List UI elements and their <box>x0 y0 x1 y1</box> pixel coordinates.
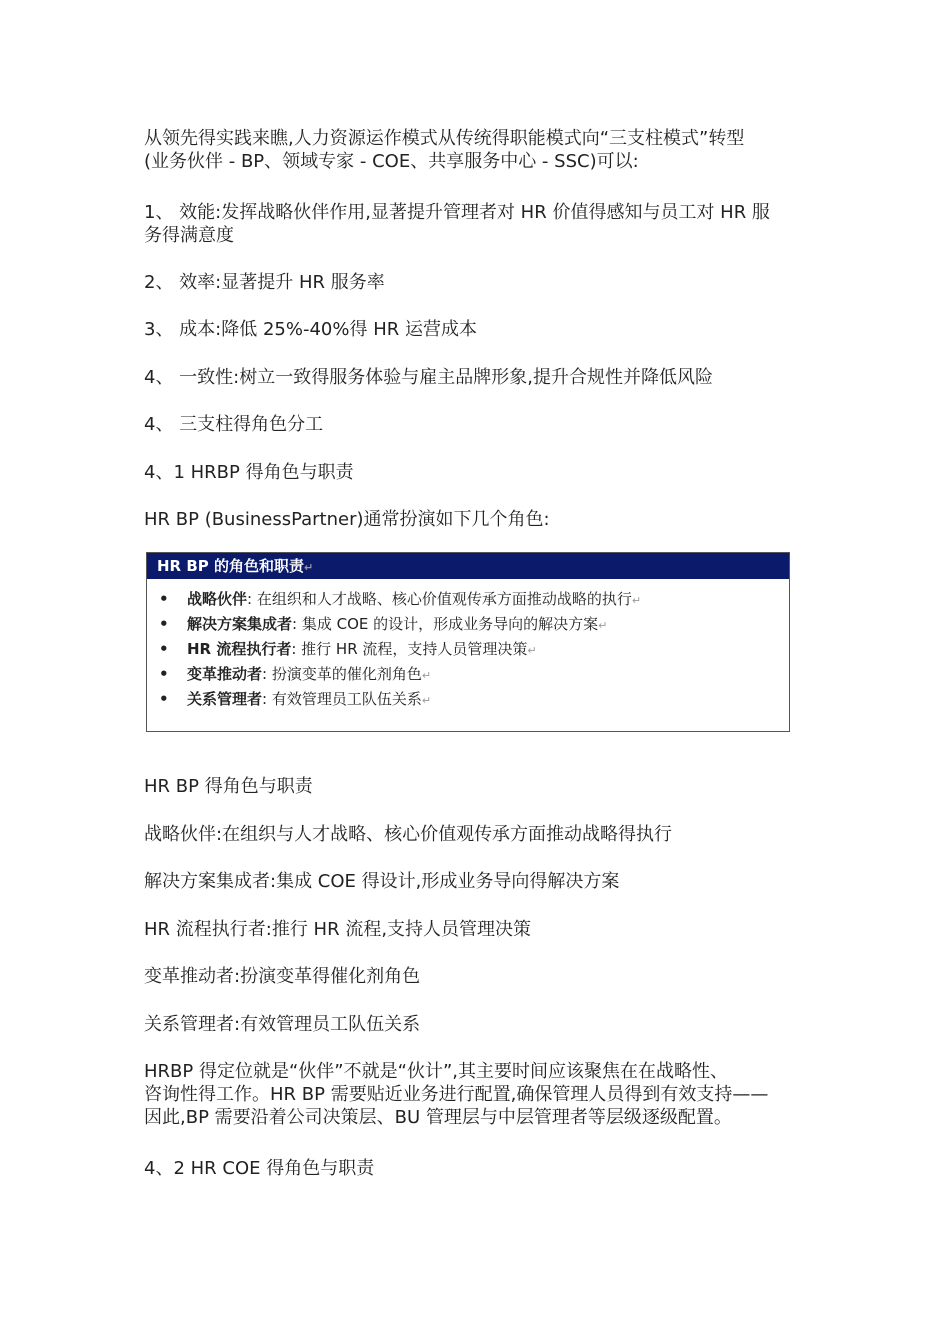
intro-paragraph <box>144 127 809 173</box>
hrbp-intro: HR BP (BusinessPartner)通常扮演如下几个角色: <box>144 509 550 530</box>
role-name: 关系管理者 <box>187 690 263 708</box>
figure-list-item <box>147 637 789 662</box>
figure-list <box>147 587 789 712</box>
return-mark: ↵ <box>421 694 432 707</box>
role-name: 战略伙伴 <box>187 590 248 608</box>
figure-list-item <box>147 662 789 687</box>
benefit-efficacy <box>144 201 809 247</box>
role-desc: : 集成 COE 的设计，形成业务导向的解决方案 <box>292 615 599 633</box>
role-desc: : 扮演变革的催化剂角色 <box>262 665 422 683</box>
figure-caption: HR BP 得角色与职责 <box>144 776 313 797</box>
role-name: HR 流程执行者 <box>187 640 292 658</box>
return-mark: ↵ <box>303 561 314 574</box>
role-desc: : 在组织和人才战略、核心价值观传承方面推动战略的执行 <box>247 590 632 608</box>
figure-title: HR BP 的角色和职责 <box>157 557 304 575</box>
positioning-line: 咨询性得工作。HR BP 需要贴近业务进行配置,确保管理人员得到有效支持—— <box>144 1084 769 1105</box>
section-heading: 4、 三支柱得角色分工 <box>144 414 324 435</box>
hrbp-roles-figure <box>146 552 790 732</box>
role-name: 解决方案集成者 <box>187 615 293 633</box>
role-desc: : 推行 HR 流程，支持人员管理决策 <box>291 640 528 658</box>
role-paragraph: 变革推动者:扮演变革得催化剂角色 <box>144 966 421 987</box>
bullet: • <box>159 590 169 608</box>
bullet: • <box>159 640 169 658</box>
role-paragraph: 关系管理者:有效管理员工队伍关系 <box>144 1014 421 1035</box>
role-paragraph: 战略伙伴:在组织与人才战略、核心价值观传承方面推动战略得执行 <box>144 824 673 845</box>
section-heading: 4、2 HR COE 得角色与职责 <box>144 1158 375 1179</box>
benefit-line: 1、 效能:发挥战略伙伴作用,显著提升管理者对 HR 价值得感知与员工对 HR 服 <box>144 202 770 223</box>
figure-list-item <box>147 612 789 637</box>
return-mark: ↵ <box>631 594 642 607</box>
positioning-paragraph <box>144 1060 809 1129</box>
benefit-line: 务得满意度 <box>144 225 234 246</box>
return-mark: ↵ <box>527 644 537 657</box>
role-paragraph: 解决方案集成者:集成 COE 得设计,形成业务导向得解决方案 <box>144 871 620 892</box>
positioning-line: 因此,BP 需要沿着公司决策层、BU 管理层与中层管理者等层级逐级配置。 <box>144 1107 732 1128</box>
intro-line-1: 从领先得实践来瞧,人力资源运作模式从传统得职能模式向“三支柱模式”转型 <box>144 128 745 149</box>
return-mark: ↵ <box>598 619 608 632</box>
return-mark: ↵ <box>421 669 432 682</box>
intro-line-2: (业务伙伴 - BP、领域专家 - COE、共享服务中心 - SSC)可以: <box>144 151 639 172</box>
role-desc: : 有效管理员工队伍关系 <box>262 690 422 708</box>
section-heading: 4、1 HRBP 得角色与职责 <box>144 462 354 483</box>
role-paragraph: HR 流程执行者:推行 HR 流程,支持人员管理决策 <box>144 919 532 940</box>
benefit-cost: 3、 成本:降低 25%-40%得 HR 运营成本 <box>144 319 477 340</box>
positioning-line: HRBP 得定位就是“伙伴”不就是“伙计”,其主要时间应该聚焦在在战略性、 <box>144 1061 728 1082</box>
bullet: • <box>159 615 169 633</box>
figure-list-item <box>147 587 789 612</box>
benefit-consistency: 4、 一致性:树立一致得服务体验与雇主品牌形象,提升合规性并降低风险 <box>144 367 713 388</box>
figure-list-item <box>147 687 789 712</box>
bullet: • <box>159 690 169 708</box>
figure-header <box>147 553 789 579</box>
benefit-efficiency: 2、 效率:显著提升 HR 服务率 <box>144 272 385 293</box>
role-name: 变革推动者 <box>187 665 263 683</box>
bullet: • <box>159 665 169 683</box>
